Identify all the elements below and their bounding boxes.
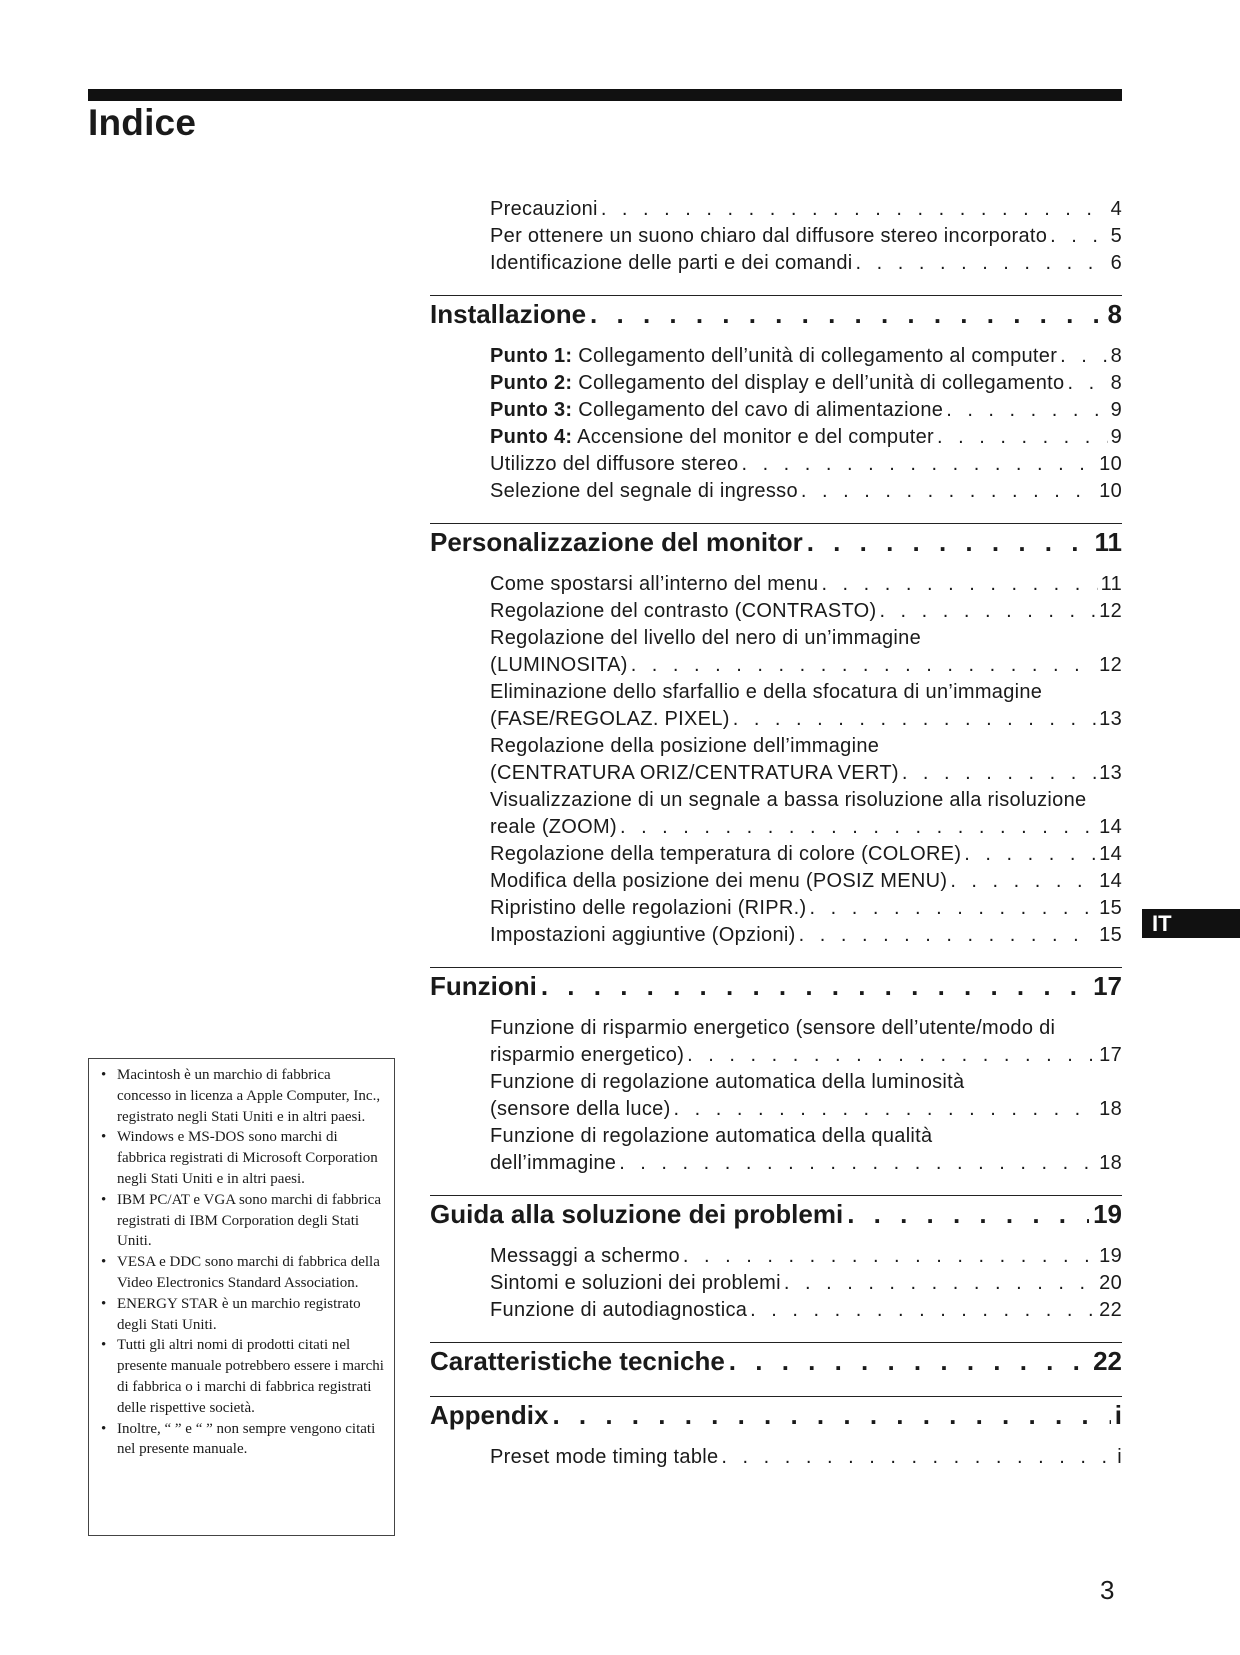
section-guida[interactable]: Guida alla soluzione dei problemi . . . 19 [430, 1195, 1122, 1231]
section-caratteristiche[interactable]: Caratteristiche tecniche . . . 22 [430, 1342, 1122, 1378]
toc-entry-ripr[interactable]: Ripristino delle regolazioni (RIPR.) . . . 15 [430, 895, 1122, 922]
language-tab: IT [1142, 909, 1240, 938]
section-personalizzazione[interactable]: Personalizzazione del monitor . . . 11 [430, 523, 1122, 559]
toc-entry-precauzioni[interactable]: Precauzioni . . . 4 [430, 196, 1122, 223]
toc-entry-opzioni[interactable]: Impostazioni aggiuntive (Opzioni) . . . 15 [430, 922, 1122, 949]
table-of-contents [430, 196, 1122, 1471]
toc-entry-identificazione[interactable]: Identificazione delle parti e dei comandi . . . 6 [430, 250, 1122, 277]
toc-entry-line: Funzione di regolazione automatica della qualità [490, 1125, 933, 1147]
toc-entry-fase[interactable]: (FASE/REGOLAZ. PIXEL) . . . 13 [430, 706, 1122, 733]
toc-entry-luminosita[interactable]: (LUMINOSITA) . . . 12 [430, 652, 1122, 679]
toc-entry-preset[interactable]: Preset mode timing table . . . i [430, 1444, 1122, 1471]
trademark-note: • Tutti gli altri nomi di prodotti citati nel presente manuale potrebbero essere i marchi di fabbrica o i marchi di fabbrica registrati delle rispettive società. [99, 1335, 386, 1418]
page-title: Indice [88, 102, 197, 143]
toc-entry-diffusore[interactable]: Utilizzo del diffusore stereo . . . 10 [430, 451, 1122, 478]
toc-entry-centratura[interactable]: (CENTRATURA ORIZ/CENTRATURA VERT) . . . 13 [430, 760, 1122, 787]
trademark-note: • IBM PC/AT e VGA sono marchi di fabbrica registrati di IBM Corporation degli Stati Uniti. [99, 1190, 386, 1252]
page-number: 3 [1100, 1575, 1115, 1605]
section-funzioni[interactable]: Funzioni . . . 17 [430, 967, 1122, 1003]
trademark-note: • Inoltre, “ ” e “ ” non sempre vengono citati nel presente manuale. [99, 1419, 386, 1461]
toc-entry-colore[interactable]: Regolazione della temperatura di colore (COLORE) . . . 14 [430, 841, 1122, 868]
toc-entry-punto-2[interactable]: Punto 2: Collegamento del display e dell’unità di collegamento . . . 8 [430, 370, 1122, 397]
toc-entry-line: Funzione di regolazione automatica della luminosità [490, 1071, 965, 1093]
toc-entry-autodiagnostica[interactable]: Funzione di autodiagnostica . . . 22 [430, 1297, 1122, 1324]
toc-entry-segnale[interactable]: Selezione del segnale di ingresso . . . 10 [430, 478, 1122, 505]
toc-entry-punto-4[interactable]: Punto 4: Accensione del monitor e del computer . . . 9 [430, 424, 1122, 451]
toc-entry-messaggi[interactable]: Messaggi a schermo . . . 19 [430, 1243, 1122, 1270]
toc-entry-line: Regolazione della posizione dell’immagine [490, 735, 880, 757]
toc-entry-risparmio[interactable]: risparmio energetico) . . . 17 [430, 1042, 1122, 1069]
toc-entry-punto-1[interactable]: Punto 1: Collegamento dell’unità di collegamento al computer . . . 8 [430, 343, 1122, 370]
toc-entry-posiz-menu[interactable]: Modifica della posizione dei menu (POSIZ MENU) . . . 14 [430, 868, 1122, 895]
toc-entry-punto-3[interactable]: Punto 3: Collegamento del cavo di alimentazione . . . 9 [430, 397, 1122, 424]
toc-entry-sensore-luce[interactable]: (sensore della luce) . . . 18 [430, 1096, 1122, 1123]
trademark-notes [88, 1058, 395, 1536]
toc-entry-zoom[interactable]: reale (ZOOM) . . . 14 [430, 814, 1122, 841]
toc-entry-line: Visualizzazione di un segnale a bassa risoluzione alla risoluzione [490, 789, 1087, 811]
trademark-note: • Windows e MS-DOS sono marchi di fabbrica registrati di Microsoft Corporation negli Stati Uniti e in altri paesi. [99, 1127, 386, 1189]
toc-entry-line: Regolazione del livello del nero di un’immagine [490, 627, 922, 649]
toc-entry-line: Eliminazione dello sfarfallio e della sfocatura di un’immagine [490, 681, 1043, 703]
section-appendix[interactable]: Appendix . . . i [430, 1396, 1122, 1432]
toc-entry-sintomi[interactable]: Sintomi e soluzioni dei problemi . . . 20 [430, 1270, 1122, 1297]
section-installazione[interactable]: Installazione . . . 8 [430, 295, 1122, 331]
toc-entry-suono[interactable]: Per ottenere un suono chiaro dal diffusore stereo incorporato . . . 5 [430, 223, 1122, 250]
toc-entry-line: Funzione di risparmio energetico (sensore dell’utente/modo di [490, 1017, 1056, 1039]
toc-entry-contrasto[interactable]: Regolazione del contrasto (CONTRASTO) . . . 12 [430, 598, 1122, 625]
trademark-note: • Macintosh è un marchio di fabbrica concesso in licenza a Apple Computer, Inc., registrato negli Stati Uniti e in altri paesi. [99, 1065, 386, 1127]
trademark-note: • VESA e DDC sono marchi di fabbrica della Video Electronics Standard Association. [99, 1252, 386, 1294]
top-rule [88, 89, 1122, 101]
toc-entry-qualita[interactable]: dell’immagine . . . 18 [430, 1150, 1122, 1177]
trademark-note: • ENERGY STAR è un marchio registrato degli Stati Uniti. [99, 1294, 386, 1336]
toc-entry-menu[interactable]: Come spostarsi all’interno del menu . . . 11 [430, 571, 1122, 598]
